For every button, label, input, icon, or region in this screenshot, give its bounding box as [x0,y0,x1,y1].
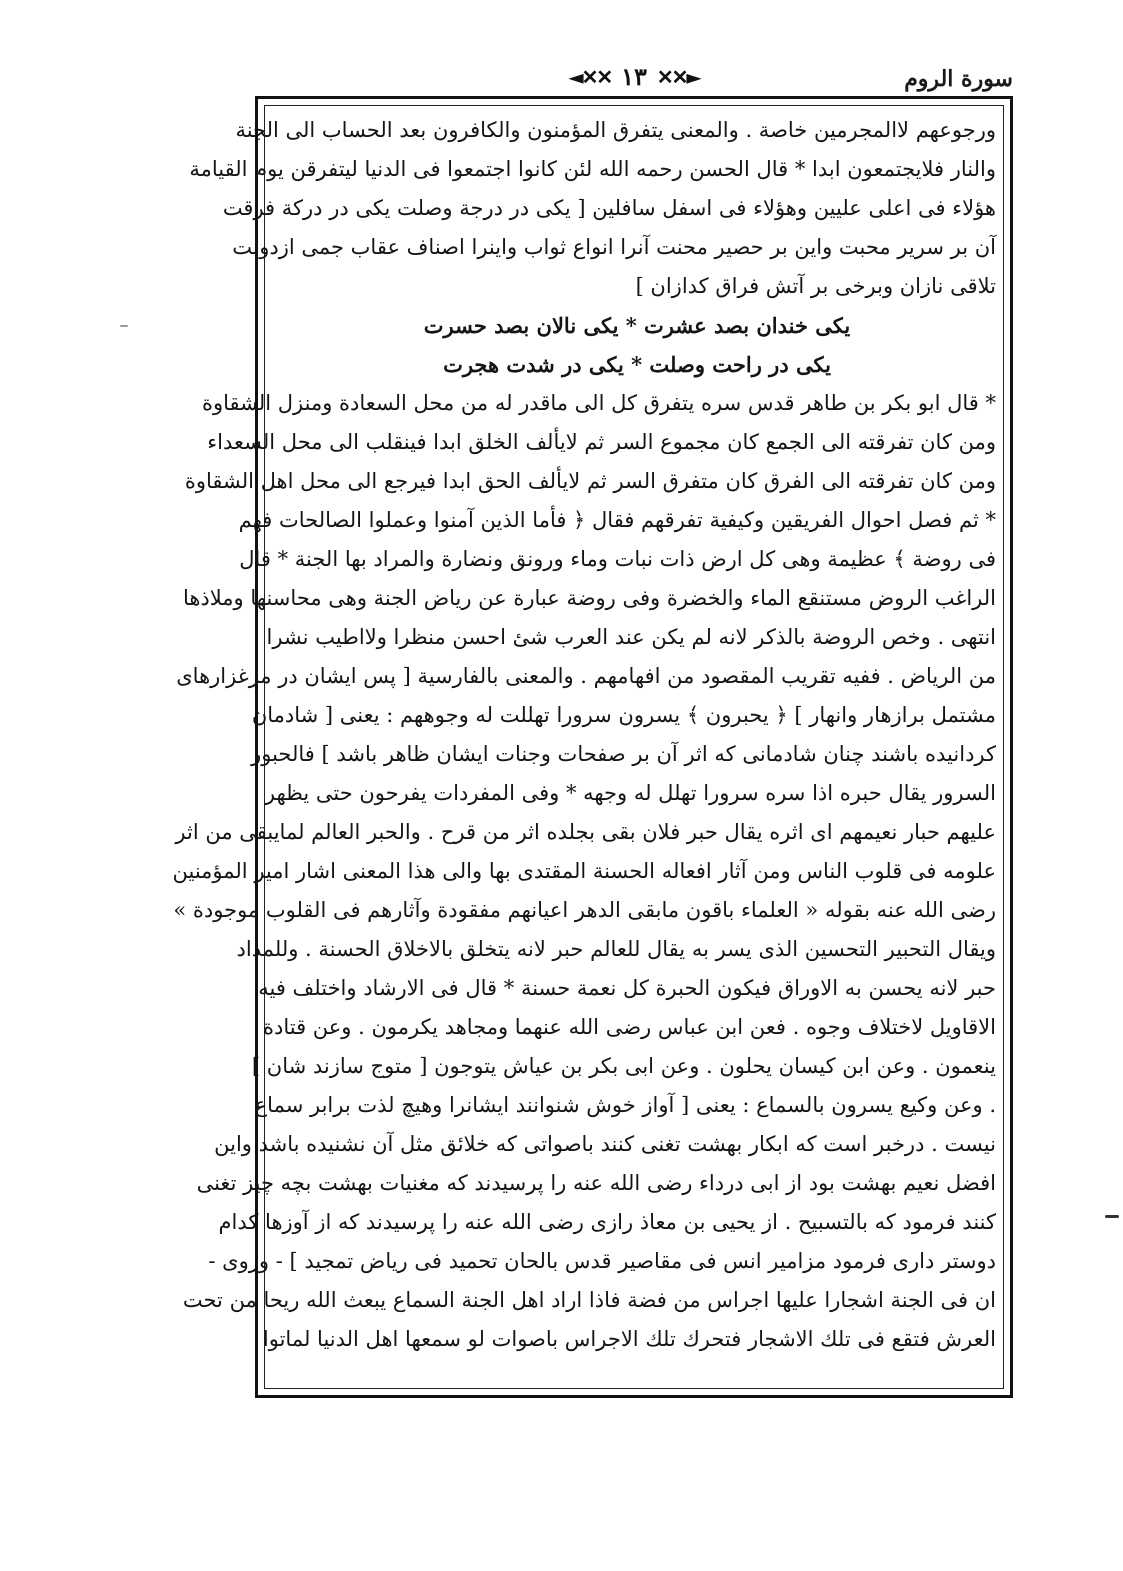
text-line: من الرياض . ففيه تقريب المقصود من افهامهم . والمعنى بالفارسية [ پس ايشان در مرغزارهاى [176,664,996,688]
text-line: دوستر دارى فرمود مزامير انس فى مقاصير قدس بالحان تحميد فى رياض تمجيد ] - وروى - [208,1249,996,1273]
text-line: انتهى . وخص الروضة بالذكر لانه لم يكن عند العرب شئ احسن منظرا ولااطيب نشرا [266,625,996,649]
text-line: حبر لانه يحسن به الاوراق فيكون الحبرة كل نعمة حسنة * قال فى الارشاد واختلف فيه [258,976,996,1000]
text-line: مشتمل برازهار وانهار ] ﴿ يحبرون ﴾ يسرون سرورا تهللت له وجوههم : يعنى [ شادمان [251,703,996,727]
text-line: نيست . درخبر است كه ابكار بهشت تغنى كنند باصواتى كه خلائق مثل آن نشنيده باشد واين [214,1132,996,1156]
text-line: فى روضة ﴾ عظيمة وهى كل ارض ذات نبات وماء ورونق ونضارة والمراد بها الجنة * قال [239,547,996,571]
text-line: عليهم حبار نعيمهم اى اثره يقال حبر فلان بقى بجلده اثر من قرح . والحبر العالم لمايبقى من اثر [175,820,996,844]
text-line: . وعن وكيع يسرون بالسماع : يعنى [ آواز خوش شنوانند ايشانرا وهيچ لذت برابر سماع [254,1093,996,1117]
text-line: ومن كان تفرقته الى الجمع كان مجموع السر ثم لايألف الخلق ابدا فينقلب الى محل السعداء [207,430,996,454]
text-line: افضل نعيم بهشت بود از ابى درداء رضى الله عنه را پرسيدند كه مغنيات بهشت بچه چيز تغنى [196,1171,996,1195]
poem-verse: يكى در راحت وصلت * يكى در شدت هجرت [443,352,831,377]
right-ornament-icon: ✕✕► [656,64,700,89]
text-line: ومن كان تفرقته الى الفرق كان متفرق السر ثم لايألف الحق ابدا فيرجع الى محل اهل الشقاوة [184,469,996,493]
text-line: رضى الله عنه بقوله « العلماء باقون مابقى الدهر اعيانهم مفقودة وآثارهم فى القلوب موجودة » [173,898,996,922]
text-line: هؤلاء فى اعلى عليين وهؤلاء فى اسفل سافلين [ يكى در درجة وصلت يكى در دركة فرقت [222,196,996,220]
text-body [172,111,996,1385]
text-line: * ثم فصل احوال الفريقين وكيفية تفرقهم فقال ﴿ فأما الذين آمنوا وعملوا الصالحات فهم [238,508,996,532]
text-line: كردانيده باشند چنان شادمانى كه اثر آن بر صفحات وجنات ايشان ظاهر باشد ] فالحبور [251,742,996,766]
text-line: ينعمون . وعن ابن كيسان يحلون . وعن ابى بكر بن عياش يتوجون [ متوج سازند شان ] [251,1054,996,1078]
text-line: والنار فلايجتمعون ابدا * قال الحسن رحمه الله لئن كانوا اجتمعوا فى الدنيا ليتفرقن يوم القيامة [189,157,996,181]
text-line: ورجوعهم لاالمجرمين خاصة . والمعنى يتفرق المؤمنون والكافرون بعد الحساب الى الجنة [235,118,996,142]
page-number: ١٣ [621,62,647,91]
text-line: العرش فتقع فى تلك الاشجار فتحرك تلك الاجراس باصوات لو سمعها اهل الدنيا لماتوا [262,1327,996,1351]
page-number-ornament [568,62,700,91]
page-header [255,60,1013,98]
text-line: علومه فى قلوب الناس ومن آثار افعاله الحسنة المقتدى بها والى هذا المعنى اشار امير المؤمنين [172,859,996,883]
text-line: آن بر سرير محبت واين بر حصير محنت آنرا انواع ثواب واينرا اصناف عقاب جمى ازدولت [232,235,996,259]
surah-title: سورة الروم [904,66,1013,92]
scan-speck [1105,1215,1119,1218]
text-frame [172,96,1013,1398]
text-line: السرور يقال حبره اذا سره سرورا تهلل له وجهه * وفى المفردات يفرحون حتى يظهر [264,781,996,805]
poem-verse: يكى خندان بصد عشرت * يكى نالان بصد حسرت [423,313,851,338]
left-ornament-icon: ◄✕✕ [568,64,612,89]
text-line: ان فى الجنة اشجارا عليها اجراس من فضة فاذا اراد اهل الجنة السماع يبعث الله ريحا من تحت [182,1288,996,1312]
text-line: تلاقى نازان وبرخى بر آتش فراق كدازان ] [635,274,996,298]
scan-speck [120,325,128,327]
text-line: * قال ابو بكر بن طاهر قدس سره يتفرق كل الى ماقدر له من محل السعادة ومنزل الشقاوة [201,391,996,415]
text-line: ويقال التحبير التحسين الذى يسر به يقال للعالم حبر لانه يتخلق بالاخلاق الحسنة . وللمداد [236,937,996,961]
text-line: الراغب الروض مستنقع الماء والخضرة وفى روضة عبارة عن رياض الجنة وهى محاسنها وملاذها [182,586,996,610]
text-line: كنند فرمود كه بالتسبيح . از يحيى بن معاذ رازى رضى الله عنه را پرسيدند كه از آوزها كدام [218,1210,996,1234]
text-line: الاقاويل لاختلاف وجوه . فعن ابن عباس رضى الله عنهما ومجاهد يكرمون . وعن قتادة [262,1015,996,1039]
